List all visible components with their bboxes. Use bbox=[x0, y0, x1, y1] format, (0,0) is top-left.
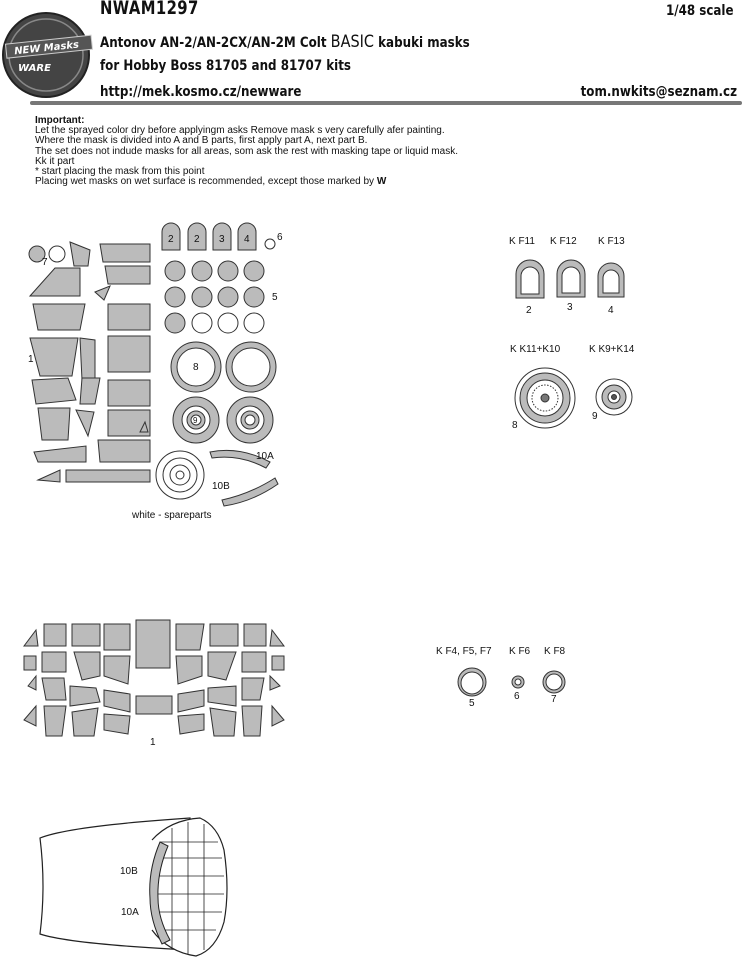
engine-label: 10A bbox=[121, 907, 139, 918]
logo-line2: WARE bbox=[18, 63, 51, 74]
part-label: 1 bbox=[28, 354, 34, 365]
title-main: Antonov AN-2/AN-2CX/AN-2M Colt bbox=[100, 35, 327, 51]
frame-number: 3 bbox=[567, 302, 573, 313]
part-label: 3 bbox=[219, 234, 225, 245]
part-label: 5 bbox=[272, 292, 278, 303]
title-basic: BASIC bbox=[330, 32, 374, 52]
light-number: 5 bbox=[469, 698, 475, 709]
wheel-number: 9 bbox=[592, 411, 598, 422]
canopy-part-number: 1 bbox=[150, 737, 156, 748]
wet-symbol: W bbox=[376, 176, 387, 188]
part-label: 9 bbox=[193, 416, 198, 425]
light-header: K F8 bbox=[544, 646, 566, 657]
part-label: 2 bbox=[194, 234, 200, 245]
part-label: 10A bbox=[256, 451, 274, 462]
part-label: 6 bbox=[277, 232, 283, 243]
page-subtitle: for Hobby Boss 81705 and 81707 kits bbox=[100, 58, 352, 74]
frame-number: 2 bbox=[526, 305, 532, 316]
frame-header: K F11 bbox=[509, 236, 535, 247]
light-header: K F4, F5, F7 bbox=[436, 646, 492, 657]
part-label: 10B bbox=[212, 481, 230, 492]
website-url: http://mek.kosmo.cz/newware bbox=[100, 84, 302, 100]
spare-caption: white - spareparts bbox=[132, 510, 212, 521]
frame-number: 4 bbox=[608, 305, 614, 316]
part-label: 7 bbox=[42, 257, 48, 268]
scale-label: 1/48 scale bbox=[666, 3, 734, 19]
frame-header: K F12 bbox=[550, 236, 577, 247]
wheel-header: K K11+K10 bbox=[510, 344, 561, 355]
title-tail: kabuki masks bbox=[378, 35, 470, 51]
part-label: 2 bbox=[168, 234, 174, 245]
wheel-header: K K9+K14 bbox=[589, 344, 635, 355]
logo-line1: NEW Masks bbox=[13, 39, 80, 58]
part-label: 8 bbox=[193, 362, 199, 373]
instructions-heading: Important: bbox=[35, 115, 85, 126]
note-line: The set does not indude masks for all areas, som ask the rest with masking tape or liquid mask. bbox=[35, 145, 458, 157]
note-line: Where the mask is divided into A and B parts, first apply part A, next part B. bbox=[35, 135, 368, 147]
note-line: Let the sprayed color dry before applyingm asks Remove mask s very carefully afer painting. bbox=[35, 125, 445, 137]
contact-email: tom.nwkits@seznam.cz bbox=[580, 84, 737, 100]
light-number: 7 bbox=[551, 694, 557, 705]
product-code: NWAM1297 bbox=[100, 0, 199, 19]
part-label: 4 bbox=[244, 234, 250, 245]
note-line: Placing wet masks on wet surface is recommended, except those marked by W bbox=[35, 176, 387, 188]
light-header: K F6 bbox=[509, 646, 531, 657]
light-number: 6 bbox=[514, 691, 520, 702]
note-line: * start placing the mask from this point bbox=[35, 166, 205, 178]
frame-header: K F13 bbox=[598, 236, 625, 247]
wheel-number: 8 bbox=[512, 420, 518, 431]
note-line: Kk it part bbox=[35, 155, 75, 167]
engine-label: 10B bbox=[120, 866, 138, 877]
